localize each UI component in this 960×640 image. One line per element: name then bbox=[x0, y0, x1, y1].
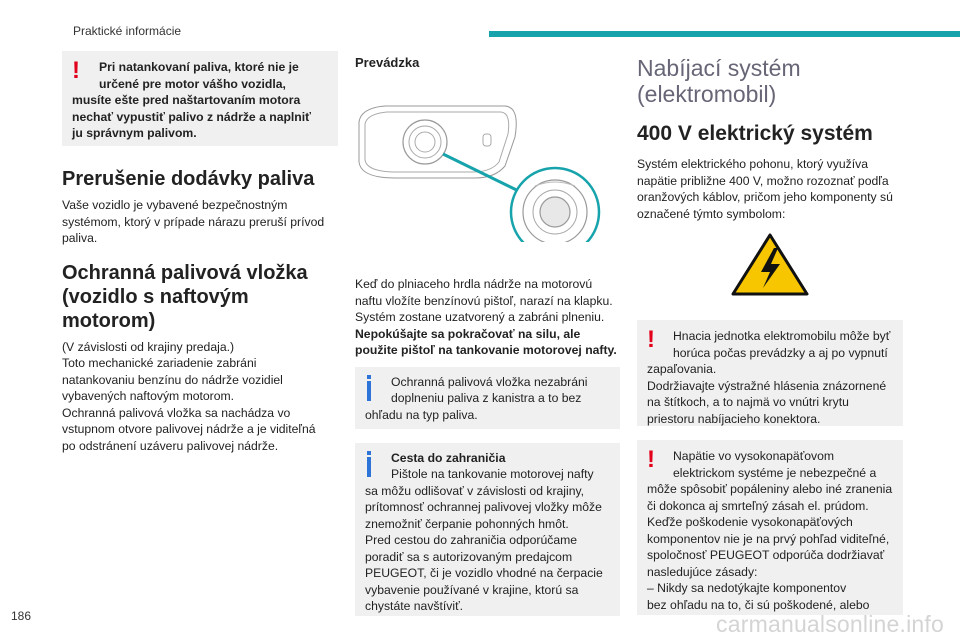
text-line: oranžových káblov, pričom jeho komponenty sú bbox=[637, 190, 893, 204]
column-left bbox=[62, 51, 338, 454]
warning-line: horúca počas prevádzky a aj po vypnutí bbox=[673, 345, 888, 360]
warning-line: ju správnym palivom. bbox=[72, 126, 197, 140]
heading-400v: 400 V elektrický systém bbox=[637, 122, 873, 145]
column-middle bbox=[355, 55, 620, 616]
text-line: natankovaniu benzínu do nádrže vozidiel bbox=[62, 372, 283, 387]
warning-box-refuel bbox=[62, 51, 338, 146]
warning-line: či dokonca aj smrteľný zásah el. prúdom. bbox=[647, 498, 869, 513]
info-line: PEUGEOT, či je vozidlo vhodné na čerpacie bbox=[365, 566, 603, 580]
warning-text bbox=[72, 59, 328, 92]
text-line: Keď do plniaceho hrdla nádrže na motorovú bbox=[355, 277, 593, 291]
info-line: sa môžu odlišovať v závislosti od krajiny, bbox=[365, 483, 585, 498]
heading-line: Ochranná palivová vložka bbox=[62, 261, 308, 284]
warning-text bbox=[647, 328, 893, 427]
text-line: Vaše vozidlo je vybavené bezpečnostným bbox=[62, 198, 288, 212]
warning-line: nechať vypustiť palivo z nádrže a naplniť bbox=[72, 109, 311, 124]
info-text bbox=[365, 450, 610, 615]
text-line: paliva. bbox=[62, 231, 98, 245]
heading-line: motorom) bbox=[62, 309, 156, 332]
info-line: Ochranná palivová vložka nezabráni bbox=[391, 374, 588, 389]
heading-line: (vozidlo s naftovým bbox=[62, 285, 249, 308]
info-line: Pištole na tankovanie motorovej nafty bbox=[391, 467, 594, 481]
text-line: vstupnom otvore palivovej nádrže a je viditeľná bbox=[62, 422, 316, 436]
subheading-operation: Prevádzka bbox=[355, 55, 420, 70]
info-line: znemožniť čerpanie pohonných hmôt. bbox=[365, 516, 569, 531]
text-line: označené týmto symbolom: bbox=[637, 206, 786, 221]
heading-misfuel-device bbox=[62, 261, 338, 333]
high-voltage-warning-icon bbox=[637, 232, 903, 298]
fuel-filler-illustration bbox=[355, 82, 620, 242]
heading-fuel-cutoff: Prerušenie dodávky paliva bbox=[62, 168, 315, 190]
title-line: Nabíjací systém bbox=[637, 55, 801, 81]
warning-line: musíte ešte pred naštartovaním motora bbox=[72, 93, 301, 107]
text-line: Systém zostane uzatvorený a zabráni plneniu. bbox=[355, 310, 605, 324]
warning-line: zapaľovania. bbox=[647, 362, 717, 376]
warning-line: spoločnosť PEUGEOT odporúča dodržiavať bbox=[647, 548, 885, 562]
warning-line: Dodržiavajte výstražné hlásenia znázornené bbox=[647, 378, 887, 393]
warning-line: nasledujúce zásady: bbox=[647, 564, 758, 579]
warning-icon: ! bbox=[72, 57, 80, 84]
section-title-charging bbox=[637, 55, 903, 107]
info-line: Pred cestou do zahraničia odporúčame bbox=[365, 533, 578, 547]
warning-line: Keďže poškodenie vysokonapäťových bbox=[647, 515, 853, 529]
info-line: ohľadu na typ paliva. bbox=[365, 407, 478, 422]
paragraph-400v bbox=[637, 156, 903, 222]
text-line: systémom, ktorý v prípade nárazu preruší prívod bbox=[62, 214, 325, 229]
warning-box-voltage bbox=[637, 440, 903, 615]
info-line: chystáte navštíviť. bbox=[365, 599, 464, 613]
page-number: 186 bbox=[11, 609, 32, 623]
warning-line: Hnacia jednotka elektromobilu môže byť bbox=[673, 329, 891, 343]
warning-box-hot bbox=[637, 320, 903, 426]
info-line: prítomnosť ochrannej palivovej vložky môže bbox=[365, 500, 602, 514]
text-line: naftu vložíte benzínovú pištoľ, narazí na klapku. bbox=[355, 293, 613, 308]
paragraph-operation bbox=[355, 276, 620, 359]
paragraph-misfuel-device bbox=[62, 339, 338, 455]
warning-icon: ! bbox=[647, 446, 655, 473]
warning-line: na štítkoch, a to najmä vo vnútri krytu bbox=[647, 395, 849, 409]
warning-line: určené pre motor vášho vozidla, bbox=[99, 76, 286, 91]
text-line: Systém elektrického pohonu, ktorý využíva bbox=[637, 157, 868, 171]
text-line: vybavených naftovým motorom. bbox=[62, 389, 235, 403]
paragraph-fuel-cutoff bbox=[62, 197, 338, 247]
info-text bbox=[365, 374, 610, 424]
warning-line: elektrickom systéme je nebezpečné a bbox=[673, 465, 877, 480]
text-line: po odstránení uzáveru palivovej nádrže. bbox=[62, 438, 279, 453]
info-box-abroad bbox=[355, 443, 620, 616]
text-line: Toto mechanické zariadenie zabráni bbox=[62, 356, 257, 370]
info-line: doplneniu paliva z kanistra a to bez bbox=[391, 391, 582, 405]
warning-line: bez ohľadu na to, či sú poškodené, alebo bbox=[647, 597, 870, 612]
column-right bbox=[637, 55, 903, 615]
info-line: vybavenie používané v krajine, ktorú sa bbox=[365, 582, 579, 597]
warning-line: komponentov nie je na prvý pohľad viditeľné, bbox=[647, 531, 890, 546]
warning-icon: ! bbox=[647, 326, 655, 353]
warning-line: priestoru nabíjacieho konektora. bbox=[647, 411, 821, 426]
title-line: (elektromobil) bbox=[637, 81, 777, 107]
warning-text-cont bbox=[72, 92, 328, 142]
text-line: napätie približne 400 V, možno rozoznať podľa bbox=[637, 173, 889, 188]
warning-line: – Nikdy sa nedotýkajte komponentov bbox=[647, 581, 847, 595]
text-line: (V závislosti od krajiny predaja.) bbox=[62, 339, 235, 354]
warning-line: Napätie vo vysokonapäťovom bbox=[673, 449, 835, 463]
section-title: Praktické informácie bbox=[73, 24, 182, 38]
warning-line: môže spôsobiť popáleniny alebo iné zranenia bbox=[647, 482, 893, 496]
info-icon bbox=[365, 375, 373, 401]
header-accent-bar bbox=[489, 31, 960, 37]
warning-text bbox=[647, 448, 893, 613]
text-line-bold: Nepokúšajte sa pokračovať na silu, ale bbox=[355, 326, 581, 341]
text-line-bold: použite pištoľ na tankovanie motorovej nafty. bbox=[355, 343, 617, 357]
info-title: Cesta do zahraničia bbox=[391, 450, 506, 465]
info-line: poradiť sa s autorizovaným predajcom bbox=[365, 549, 573, 564]
info-icon bbox=[365, 451, 373, 477]
watermark: carmanualsonline.info bbox=[716, 611, 944, 637]
info-box-canister bbox=[355, 367, 620, 429]
text-line: Ochranná palivová vložka sa nachádza vo bbox=[62, 405, 291, 420]
warning-line: Pri natankovaní paliva, ktoré nie je bbox=[99, 60, 299, 74]
